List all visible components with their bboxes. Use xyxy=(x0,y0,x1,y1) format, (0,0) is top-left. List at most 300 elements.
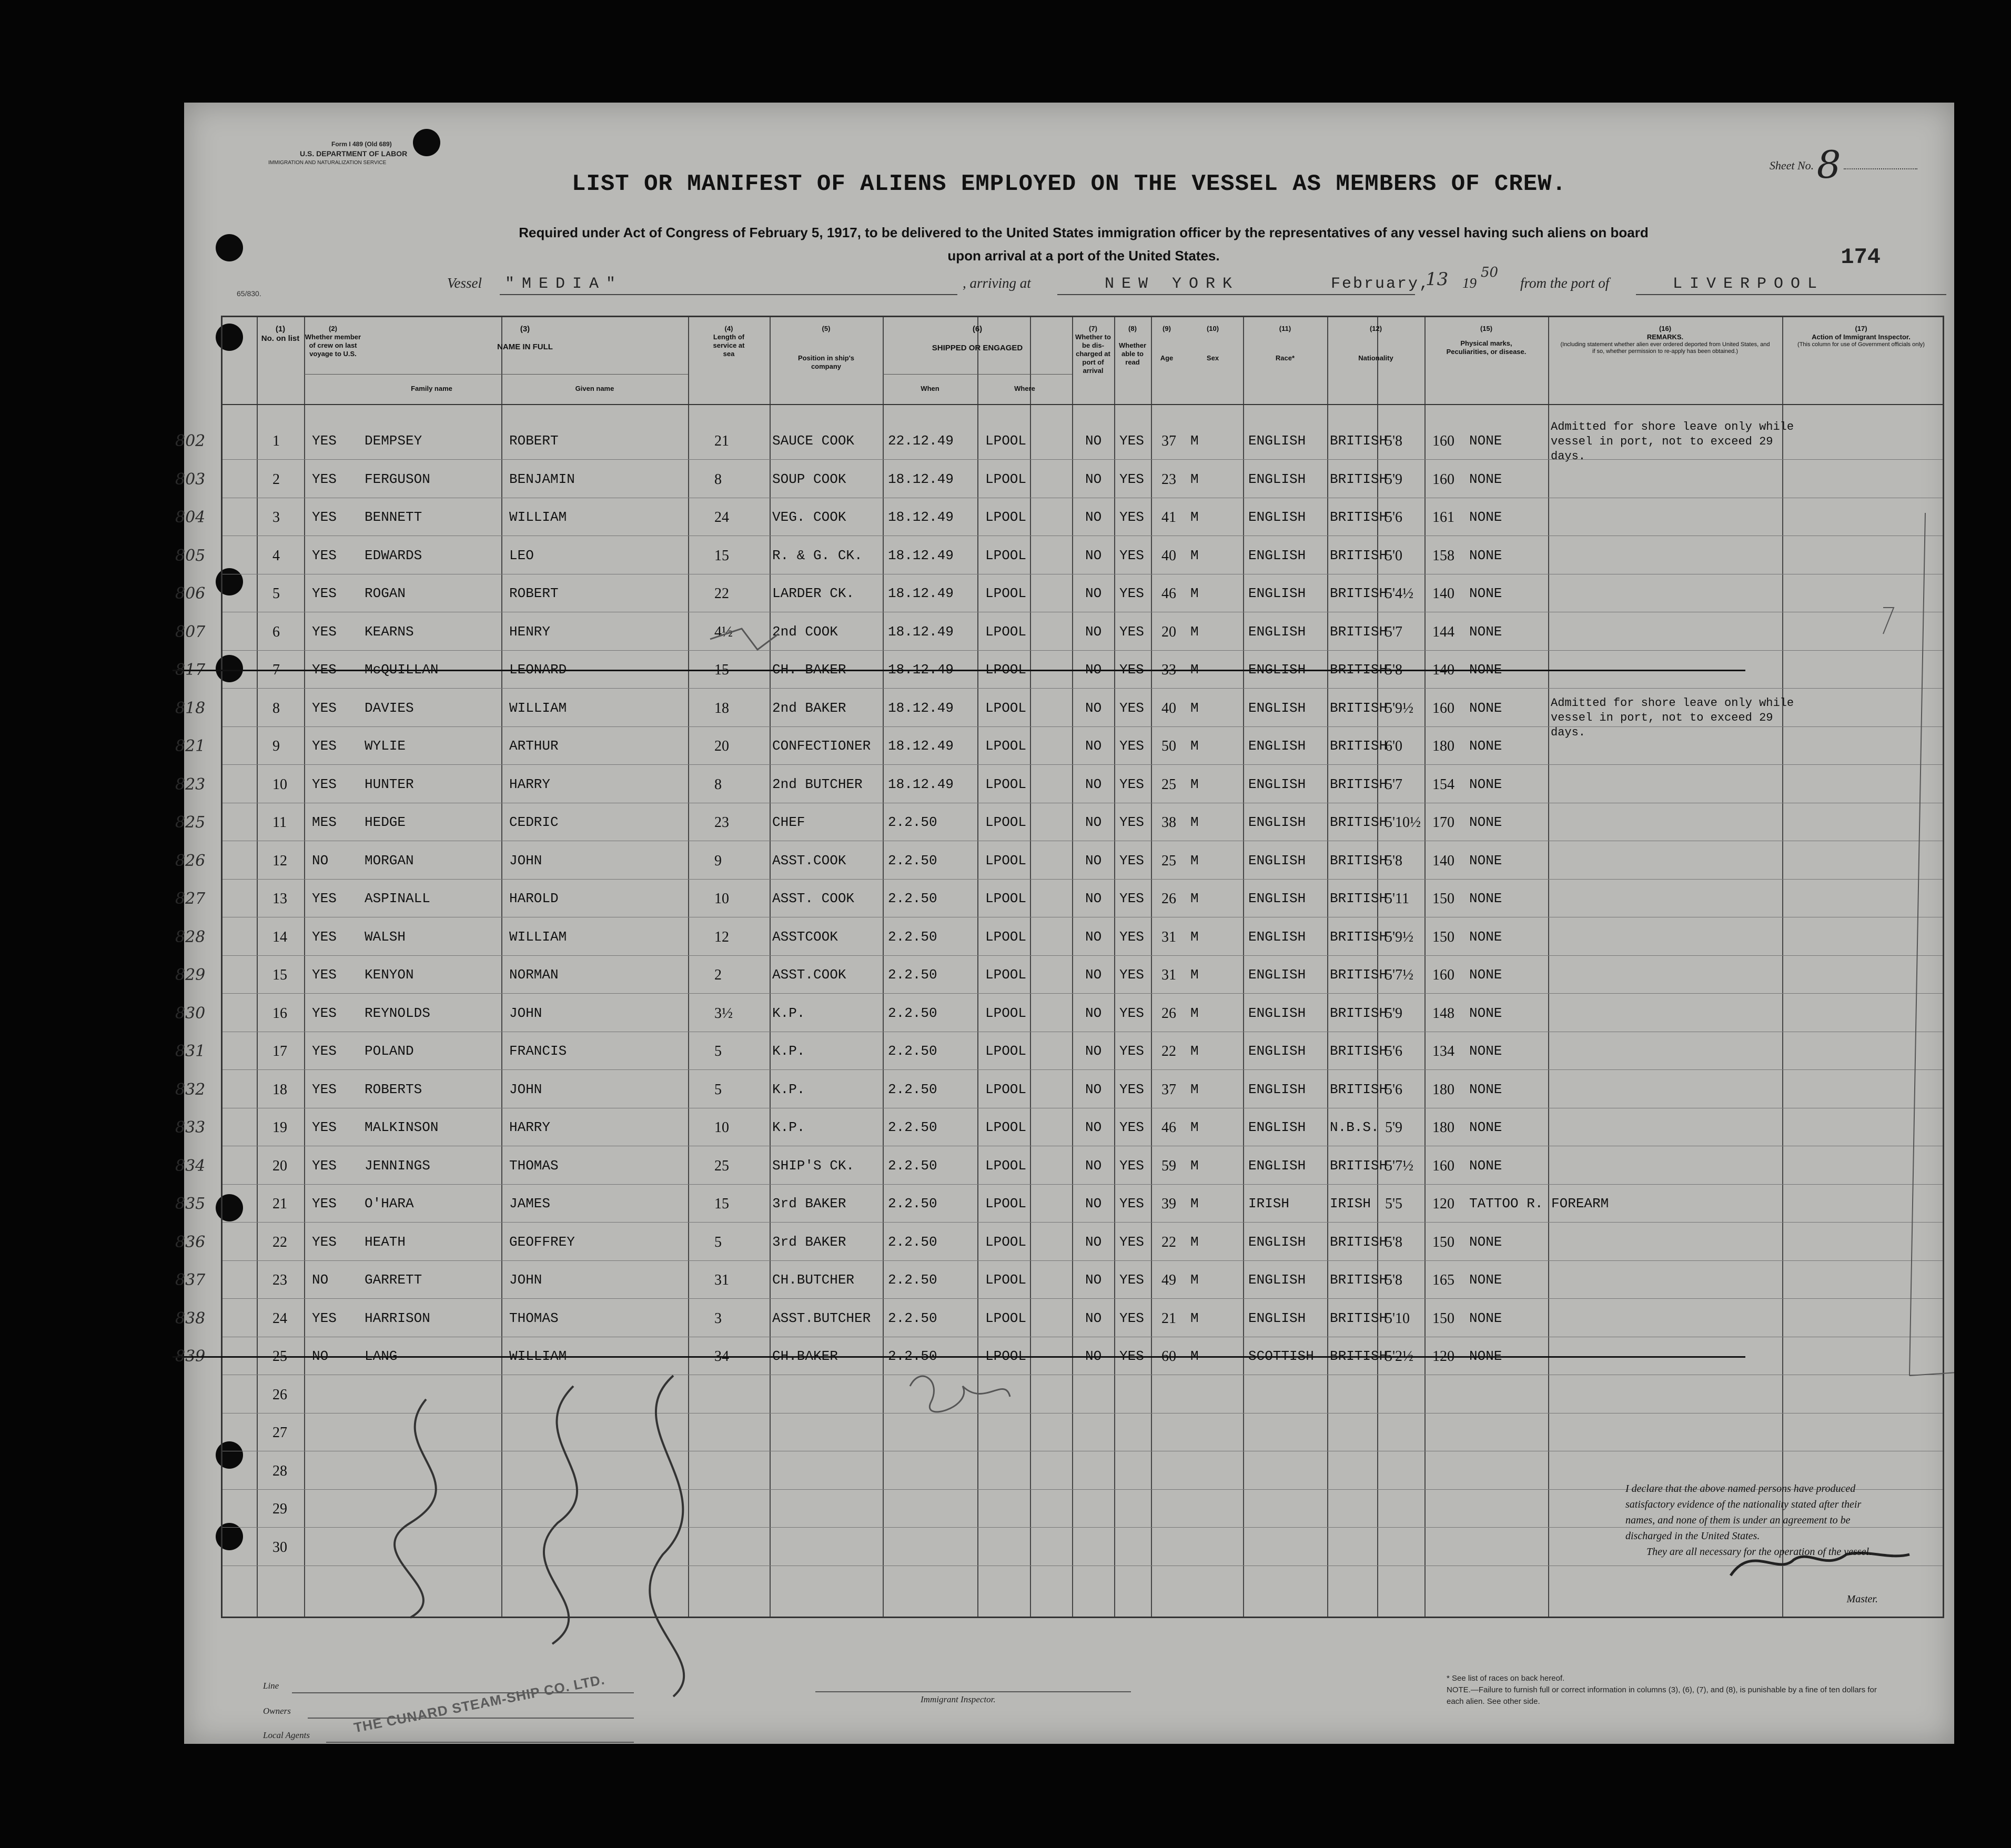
discharge-value: NO xyxy=(1085,928,1102,945)
age: 22 xyxy=(1161,1234,1176,1250)
row-number: 17 xyxy=(272,1043,287,1059)
discharge-value: NO xyxy=(1085,1196,1102,1211)
arrival-month: February, xyxy=(1331,275,1431,293)
sex: M xyxy=(1190,1348,1199,1364)
crew-member-value: YES xyxy=(312,1234,337,1250)
read-value: YES xyxy=(1119,852,1144,869)
read-value: YES xyxy=(1119,547,1144,563)
weight: 150 xyxy=(1432,1234,1454,1250)
shipped-where: LPOOL xyxy=(985,814,1027,830)
age: 25 xyxy=(1161,852,1176,869)
crew-ref-number: 834 xyxy=(175,1156,206,1175)
age: 46 xyxy=(1161,585,1176,602)
height: 5'8 xyxy=(1385,433,1403,449)
family-name: BENNETT xyxy=(365,509,422,525)
shipped-where: LPOOL xyxy=(985,1119,1027,1135)
age: 39 xyxy=(1161,1196,1176,1212)
given-name: CEDRIC xyxy=(509,814,559,830)
remarks-note-2: Admitted for shore leave only while vessel in port, not to exceed 29 days. xyxy=(1551,696,1794,739)
row-number: 22 xyxy=(272,1234,287,1250)
department: U.S. DEPARTMENT OF LABOR xyxy=(300,149,408,158)
owners-label: Owners xyxy=(263,1706,291,1716)
height: 5'6 xyxy=(1385,509,1403,526)
shipped-when: 2.2.50 xyxy=(888,1119,937,1135)
crew-member-value: YES xyxy=(312,623,337,640)
shipped-where: LPOOL xyxy=(985,1157,1027,1174)
physical-marks: NONE xyxy=(1469,1157,1502,1174)
nationality: BRITISH xyxy=(1330,738,1388,754)
discharge-value: NO xyxy=(1085,776,1102,792)
sex: M xyxy=(1190,433,1199,449)
discharge-value: NO xyxy=(1085,623,1102,640)
sex: M xyxy=(1190,1196,1199,1211)
read-value: YES xyxy=(1119,1234,1144,1250)
row-number: 24 xyxy=(272,1310,287,1327)
remarks-note-1: Admitted for shore leave only while vessel in port, not to exceed 29 days. xyxy=(1551,420,1794,463)
race: ENGLISH xyxy=(1248,433,1306,449)
physical-marks: NONE xyxy=(1469,623,1502,640)
read-value: YES xyxy=(1119,1043,1144,1059)
crew-ref-number: 828 xyxy=(175,927,206,946)
row-number: 12 xyxy=(272,852,287,869)
subtitle-line-1: Required under Act of Congress of February 5, 1917, to be delivered to the United States immigration officer by the representatives of any vessel having such aliens on board xyxy=(519,225,1649,240)
family-name: MALKINSON xyxy=(365,1119,439,1135)
position: K.P. xyxy=(772,1043,805,1059)
read-value: YES xyxy=(1119,1005,1144,1021)
shipped-when: 2.2.50 xyxy=(888,1272,937,1288)
family-name: MORGAN xyxy=(365,852,414,869)
shipped-where: LPOOL xyxy=(985,738,1027,754)
read-value: YES xyxy=(1119,433,1144,449)
crew-ref-number: 817 xyxy=(175,661,206,679)
position: VEG. COOK xyxy=(772,509,846,525)
nationality: BRITISH xyxy=(1330,547,1388,563)
read-value: YES xyxy=(1119,891,1144,906)
service-length: 31 xyxy=(714,1272,729,1288)
race: ENGLISH xyxy=(1248,547,1306,563)
position: CH.BUTCHER xyxy=(772,1272,855,1288)
service-length: 34 xyxy=(714,1348,729,1365)
height: 5'6 xyxy=(1385,1081,1403,1098)
col-header-age: (9) Age xyxy=(1160,325,1174,362)
nationality: BRITISH xyxy=(1330,1157,1388,1174)
nationality: BRITISH xyxy=(1330,1081,1388,1097)
nationality: BRITISH xyxy=(1330,1234,1388,1250)
discharge-value: NO xyxy=(1085,1234,1102,1250)
crew-member-value: YES xyxy=(312,700,337,716)
nationality: BRITISH xyxy=(1330,1272,1388,1288)
age: 49 xyxy=(1161,1272,1176,1288)
empty-row-number: 29 xyxy=(272,1501,287,1517)
family-name: KEARNS xyxy=(365,623,414,640)
footnote xyxy=(1447,1673,1878,1708)
age: 40 xyxy=(1161,700,1176,716)
given-name: WILLIAM xyxy=(509,700,567,716)
crew-member-value: YES xyxy=(312,1005,337,1021)
given-name: JOHN xyxy=(509,1081,542,1097)
given-name: ARTHUR xyxy=(509,738,559,754)
height: 6'0 xyxy=(1385,738,1403,754)
read-value: YES xyxy=(1119,967,1144,983)
service-length: 10 xyxy=(714,1119,729,1136)
crew-ref-number: 833 xyxy=(175,1118,206,1137)
physical-marks: NONE xyxy=(1469,1234,1502,1250)
position: 3rd BAKER xyxy=(772,1234,846,1250)
physical-marks: NONE xyxy=(1469,776,1502,792)
col-header-crew: (2) Whether member of crew on last voyage to U.S. xyxy=(305,325,361,358)
race: ENGLISH xyxy=(1248,1234,1306,1250)
crew-member-value: YES xyxy=(312,433,337,449)
nationality: BRITISH xyxy=(1330,1043,1388,1059)
family-name: O'HARA xyxy=(365,1196,414,1211)
sex: M xyxy=(1190,891,1199,906)
shipped-where: LPOOL xyxy=(985,1043,1027,1059)
row-number: 3 xyxy=(272,509,280,526)
sex: M xyxy=(1190,585,1199,601)
col-header-shipped: (6) SHIPPED OR ENGAGED xyxy=(932,325,1023,352)
position: ASST.COOK xyxy=(772,852,846,869)
service-length: 5 xyxy=(714,1043,722,1059)
height: 5'7½ xyxy=(1385,1157,1414,1174)
position: ASST.COOK xyxy=(772,967,846,983)
weight: 180 xyxy=(1432,738,1454,754)
read-value: YES xyxy=(1119,700,1144,716)
age: 22 xyxy=(1161,1043,1176,1059)
given-name: WILLIAM xyxy=(509,928,567,945)
given-name: ROBERT xyxy=(509,433,559,449)
shipped-when: 18.12.49 xyxy=(888,471,954,487)
agent-stamp: THE CUNARD STEAM-SHIP CO. LTD. xyxy=(352,1671,607,1736)
weight: 150 xyxy=(1432,928,1454,945)
age: 38 xyxy=(1161,814,1176,831)
position: R. & G. CK. xyxy=(772,547,863,563)
year-prefix: 19 xyxy=(1462,275,1477,291)
age: 46 xyxy=(1161,1119,1176,1136)
crew-ref-number: 803 xyxy=(175,470,206,489)
discharge-value: NO xyxy=(1085,585,1102,601)
row-number: 8 xyxy=(272,700,280,716)
discharge-value: NO xyxy=(1085,738,1102,754)
row-number: 2 xyxy=(272,471,280,488)
shipped-when: 18.12.49 xyxy=(888,700,954,716)
shipped-when: 2.2.50 xyxy=(888,1234,937,1250)
sex: M xyxy=(1190,967,1199,983)
physical-marks: NONE xyxy=(1469,662,1502,678)
sex: M xyxy=(1190,471,1199,487)
discharge-value: NO xyxy=(1085,662,1102,678)
discharge-value: NO xyxy=(1085,852,1102,869)
form-number: 65/830. xyxy=(237,289,261,298)
row-number: 10 xyxy=(272,776,287,793)
height: 5'11 xyxy=(1385,891,1410,907)
shipped-when: 22.12.49 xyxy=(888,433,954,449)
shipped-where: LPOOL xyxy=(985,1310,1027,1326)
race: ENGLISH xyxy=(1248,471,1306,487)
vessel-label: Vessel xyxy=(447,275,482,291)
service-length: 8 xyxy=(714,471,722,488)
row-number: 15 xyxy=(272,967,287,983)
weight: 148 xyxy=(1432,1005,1454,1022)
height: 5'9½ xyxy=(1385,700,1414,716)
height: 5'8 xyxy=(1385,662,1403,678)
shipped-where: LPOOL xyxy=(985,433,1027,449)
empty-row-number: 30 xyxy=(272,1539,287,1556)
race: ENGLISH xyxy=(1248,1043,1306,1059)
read-value: YES xyxy=(1119,1272,1144,1288)
race: ENGLISH xyxy=(1248,662,1306,678)
crew-ref-number: 835 xyxy=(175,1195,206,1213)
sex: M xyxy=(1190,852,1199,869)
family-name: HARRISON xyxy=(365,1310,430,1326)
row-number: 21 xyxy=(272,1196,287,1212)
col-header-position: (5) Position in ship's company xyxy=(797,325,855,370)
col-header-discharge: (7) Whether to be dis-charged at port of arrival xyxy=(1075,325,1111,375)
nationality: BRITISH xyxy=(1330,852,1388,869)
position: 2nd BAKER xyxy=(772,700,846,716)
family-name: HEATH xyxy=(365,1234,406,1250)
read-value: YES xyxy=(1119,1081,1144,1097)
height: 5'8 xyxy=(1385,1234,1403,1250)
given-name: WILLIAM xyxy=(509,1348,567,1364)
read-value: YES xyxy=(1119,814,1144,830)
shipped-where: LPOOL xyxy=(985,471,1027,487)
service-length: 2 xyxy=(714,967,722,983)
weight: 160 xyxy=(1432,1157,1454,1174)
age: 20 xyxy=(1161,623,1176,640)
service-length: 5 xyxy=(714,1081,722,1098)
height: 5'2½ xyxy=(1385,1348,1414,1365)
age: 37 xyxy=(1161,433,1176,449)
height: 5'9½ xyxy=(1385,928,1414,945)
family-name: EDWARDS xyxy=(365,547,422,563)
shipped-where: LPOOL xyxy=(985,1234,1027,1250)
crew-ref-number: 827 xyxy=(175,890,206,908)
family-name: KENYON xyxy=(365,967,414,983)
race: ENGLISH xyxy=(1248,1310,1306,1326)
read-value: YES xyxy=(1119,471,1144,487)
shipped-where: LPOOL xyxy=(985,623,1027,640)
given-name: FRANCIS xyxy=(509,1043,567,1059)
nationality: BRITISH xyxy=(1330,1348,1388,1364)
crew-member-value: YES xyxy=(312,1043,337,1059)
age: 40 xyxy=(1161,547,1176,564)
shipped-when: 2.2.50 xyxy=(888,1310,937,1326)
service-length: 25 xyxy=(714,1157,729,1174)
crew-member-value: YES xyxy=(312,471,337,487)
race: IRISH xyxy=(1248,1196,1290,1211)
arriving-label: , arriving at xyxy=(963,275,1031,291)
crew-ref-number: 829 xyxy=(175,966,206,984)
nationality: IRISH xyxy=(1330,1196,1371,1211)
physical-marks: NONE xyxy=(1469,585,1502,601)
shipped-when: 2.2.50 xyxy=(888,928,937,945)
physical-marks: NONE xyxy=(1469,547,1502,563)
weight: 160 xyxy=(1432,700,1454,716)
shipped-when: 2.2.50 xyxy=(888,852,937,869)
physical-marks: NONE xyxy=(1469,1348,1502,1364)
crew-ref-number: 806 xyxy=(175,584,206,603)
service: IMMIGRATION AND NATURALIZATION SERVICE xyxy=(268,160,387,166)
physical-marks: TATTOO R. FOREARM xyxy=(1469,1196,1609,1211)
crew-ref-number: 823 xyxy=(175,775,206,794)
weight: 150 xyxy=(1432,1310,1454,1327)
sex: M xyxy=(1190,1234,1199,1250)
read-value: YES xyxy=(1119,776,1144,792)
crew-ref-number: 818 xyxy=(175,699,206,718)
col-header-nationality: (12) Nationality xyxy=(1358,325,1393,362)
empty-row-number: 28 xyxy=(272,1462,287,1479)
sex: M xyxy=(1190,547,1199,563)
sex: M xyxy=(1190,700,1199,716)
physical-marks: NONE xyxy=(1469,928,1502,945)
page-title: LIST OR MANIFEST OF ALIENS EMPLOYED ON THE VESSEL AS MEMBERS OF CREW. xyxy=(572,171,1567,197)
crew-ref-number: 836 xyxy=(175,1233,206,1251)
shipped-when: 18.12.49 xyxy=(888,738,954,754)
shipped-when: 18.12.49 xyxy=(888,585,954,601)
inspector-label: Immigrant Inspector. xyxy=(921,1694,996,1704)
position: K.P. xyxy=(772,1081,805,1097)
position: CONFECTIONER xyxy=(772,738,871,754)
shipped-where: LPOOL xyxy=(985,1272,1027,1288)
sex: M xyxy=(1190,814,1199,830)
race: ENGLISH xyxy=(1248,852,1306,869)
position: CH. BAKER xyxy=(772,662,846,678)
nationality: BRITISH xyxy=(1330,776,1388,792)
crew-ref-number: 837 xyxy=(175,1271,206,1289)
discharge-value: NO xyxy=(1085,1272,1102,1288)
discharge-value: NO xyxy=(1085,1081,1102,1097)
crew-member-value: MES xyxy=(312,814,337,830)
shipped-where: LPOOL xyxy=(985,585,1027,601)
age: 60 xyxy=(1161,1348,1176,1365)
shipped-where: LPOOL xyxy=(985,967,1027,983)
col-header-where: Where xyxy=(1014,385,1035,392)
height: 5'9 xyxy=(1385,471,1403,488)
crew-ref-number: 839 xyxy=(175,1347,206,1366)
sex: M xyxy=(1190,1005,1199,1021)
service-length: 4½ xyxy=(714,623,733,640)
race: ENGLISH xyxy=(1248,585,1306,601)
weight: 150 xyxy=(1432,891,1454,907)
arrival-day: 13 xyxy=(1426,269,1449,290)
crew-member-value: YES xyxy=(312,1310,337,1326)
form-id: Form I 489 (Old 689) xyxy=(331,140,392,148)
nationality: BRITISH xyxy=(1330,509,1388,525)
weight: 134 xyxy=(1432,1043,1454,1059)
given-name: ROBERT xyxy=(509,585,559,601)
from-port-label: from the port of xyxy=(1520,275,1610,291)
family-name: WYLIE xyxy=(365,738,406,754)
crew-ref-number: 805 xyxy=(175,546,206,565)
race: ENGLISH xyxy=(1248,814,1306,830)
position: ASSTCOOK xyxy=(772,928,838,945)
col-header-given: Given name xyxy=(575,385,614,392)
family-name: HEDGE xyxy=(365,814,406,830)
sheet-label: Sheet No. xyxy=(1769,159,1814,172)
shipped-when: 18.12.49 xyxy=(888,776,954,792)
given-name: LEO xyxy=(509,547,534,563)
col-header-family: Family name xyxy=(411,385,452,392)
family-name: HUNTER xyxy=(365,776,414,792)
physical-marks: NONE xyxy=(1469,509,1502,525)
service-length: 24 xyxy=(714,509,729,526)
crew-ref-number: 838 xyxy=(175,1309,206,1328)
subtitle-line-2: upon arrival at a port of the United States. xyxy=(947,248,1220,264)
crew-ref-number: 802 xyxy=(175,432,206,450)
race: ENGLISH xyxy=(1248,1081,1306,1097)
height: 5'8 xyxy=(1385,852,1403,869)
nationality: BRITISH xyxy=(1330,585,1388,601)
read-value: YES xyxy=(1119,585,1144,601)
row-number: 14 xyxy=(272,928,287,945)
service-length: 22 xyxy=(714,585,729,602)
declaration: I declare that the above named persons have produced satisfactory evidence of the nationality stated after their names, and none of them is under an agreement to be discharged in the United States. They are all necessary for the operation of the vessel. Master. xyxy=(1625,1481,1878,1607)
crew-member-value: YES xyxy=(312,1081,337,1097)
service-length: 23 xyxy=(714,814,729,831)
arrival-year: 50 xyxy=(1481,265,1499,280)
shipped-where: LPOOL xyxy=(985,700,1027,716)
age: 31 xyxy=(1161,967,1176,983)
row-number: 11 xyxy=(272,814,287,831)
manifest-page xyxy=(175,103,1954,1744)
shipped-where: LPOOL xyxy=(985,547,1027,563)
crew-ref-number: 830 xyxy=(175,1004,206,1023)
shipped-when: 2.2.50 xyxy=(888,1005,937,1021)
height: 5'8 xyxy=(1385,1272,1403,1288)
crew-member-value: YES xyxy=(312,1196,337,1211)
service-length: 5 xyxy=(714,1234,722,1250)
sex: M xyxy=(1190,1043,1199,1059)
discharge-value: NO xyxy=(1085,433,1102,449)
service-length: 18 xyxy=(714,700,729,716)
shipped-when: 2.2.50 xyxy=(888,1196,937,1211)
row-number: 1 xyxy=(272,433,280,449)
family-name: LANG xyxy=(365,1348,398,1364)
col-header-remarks: (16) REMARKS. (Including statement whether alien ever ordered deported from United States, and if so, whether permission to re-apply has been obtained.) xyxy=(1560,325,1770,355)
weight: 140 xyxy=(1432,852,1454,869)
age: 26 xyxy=(1161,1005,1176,1022)
race: ENGLISH xyxy=(1248,776,1306,792)
col-header-sex: (10) Sex xyxy=(1206,325,1219,362)
crew-member-value: YES xyxy=(312,509,337,525)
col-header-name: (3) NAME IN FULL xyxy=(497,325,553,351)
physical-marks: NONE xyxy=(1469,814,1502,830)
family-name: WALSH xyxy=(365,928,406,945)
master-label: Master. xyxy=(1846,1593,1878,1605)
crew-ref-number: 804 xyxy=(175,508,206,527)
position: K.P. xyxy=(772,1005,805,1021)
shipped-where: LPOOL xyxy=(985,1081,1027,1097)
weight: 160 xyxy=(1432,967,1454,983)
row-number: 18 xyxy=(272,1081,287,1098)
discharge-value: NO xyxy=(1085,509,1102,525)
read-value: YES xyxy=(1119,623,1144,640)
shipped-where: LPOOL xyxy=(985,1005,1027,1021)
service-length: 9 xyxy=(714,852,722,869)
given-name: HARRY xyxy=(509,1119,551,1135)
position: 2nd COOK xyxy=(772,623,838,640)
crew-member-value: YES xyxy=(312,1157,337,1174)
nationality: BRITISH xyxy=(1330,967,1388,983)
crew-member-value: NO xyxy=(312,1272,329,1288)
service-length: 15 xyxy=(714,662,729,678)
given-name: JOHN xyxy=(509,852,542,869)
shipped-when: 18.12.49 xyxy=(888,623,954,640)
weight: 144 xyxy=(1432,623,1454,640)
shipped-when: 2.2.50 xyxy=(888,1043,937,1059)
discharge-value: NO xyxy=(1085,814,1102,830)
row-number: 19 xyxy=(272,1119,287,1136)
